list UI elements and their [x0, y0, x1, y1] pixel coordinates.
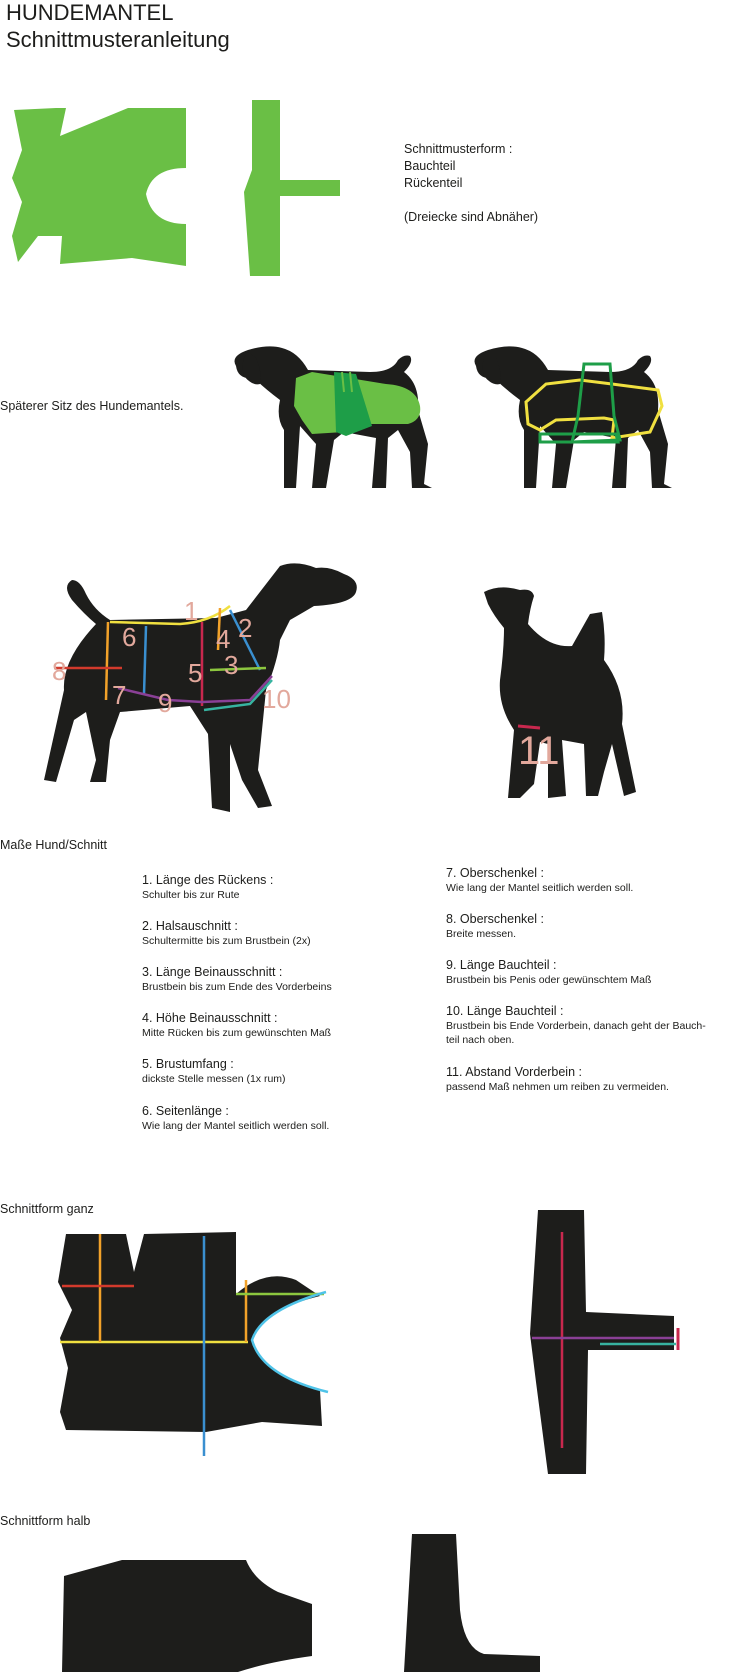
measurement-title: 8. Oberschenkel :	[446, 912, 544, 926]
measure-number-6: 6	[122, 622, 137, 652]
pattern-note: (Dreiecke sind Abnäher)	[404, 210, 539, 224]
measurement-desc: Brustbein bis zum Ende des Vorderbeins	[142, 981, 332, 993]
measurement-desc: dickste Stelle messen (1x rum)	[142, 1073, 286, 1085]
measurement-title: 2. Halsauschnitt :	[142, 919, 238, 933]
measure-number-9: 9	[158, 688, 173, 718]
measurement-desc: Schulter bis zur Rute	[142, 889, 240, 901]
measurement-desc-continued: teil nach oben.	[446, 1034, 515, 1046]
measurement-title: 3. Länge Beinausschnitt :	[142, 965, 283, 979]
measurement-desc: Wie lang der Mantel seitlich werden soll.	[142, 1120, 330, 1132]
measure-number-4: 4	[216, 624, 231, 654]
measure-number-1: 1	[184, 596, 199, 626]
measure-number-10: 10	[262, 684, 291, 714]
page-title: HUNDEMANTEL	[6, 0, 174, 25]
pattern-form-heading: Schnittmusterform :	[404, 142, 513, 156]
measurement-desc: Breite messen.	[446, 928, 517, 940]
measurement-desc: Schultermitte bis zum Brustbein (2x)	[142, 935, 311, 947]
measurement-desc: Brustbein bis Penis oder gewünschtem Maß	[446, 974, 652, 986]
measurement-title: 7. Oberschenkel :	[446, 866, 544, 880]
fit-caption: Späterer Sitz des Hundemantels.	[0, 399, 184, 413]
measurements-heading: Maße Hund/Schnitt	[0, 838, 107, 852]
measure-number-5: 5	[188, 658, 203, 688]
measurement-desc: Mitte Rücken bis zum gewünschten Maß	[142, 1027, 332, 1039]
measurement-title: 5. Brustumfang :	[142, 1057, 234, 1071]
measurement-title: 4. Höhe Beinausschnitt :	[142, 1011, 278, 1025]
measurement-title: 10. Länge Bauchteil :	[446, 1004, 564, 1018]
measure-number-3: 3	[224, 650, 239, 680]
measurement-title: 11. Abstand Vorderbein :	[446, 1065, 582, 1079]
measure-number-11: 11	[518, 729, 560, 773]
pattern-part-back: Rückenteil	[404, 176, 463, 190]
half-belly-piece	[404, 1534, 540, 1672]
measurement-title: 6. Seitenlänge :	[142, 1104, 229, 1118]
half-back-piece	[62, 1560, 312, 1672]
full-form-caption: Schnittform ganz	[0, 1202, 94, 1216]
half-form-caption: Schnittform halb	[0, 1514, 91, 1528]
measurement-desc: Brustbein bis Ende Vorderbein, danach geht der Bauch-	[446, 1020, 706, 1032]
measurement-title: 9. Länge Bauchteil :	[446, 958, 557, 972]
measurement-title: 1. Länge des Rückens :	[142, 873, 274, 887]
pattern-part-belly: Bauchteil	[404, 159, 456, 173]
measure-number-7: 7	[112, 680, 127, 710]
measure-number-2: 2	[238, 613, 253, 643]
measure-number-8: 8	[52, 656, 67, 686]
page-subtitle: Schnittmusteranleitung	[6, 27, 230, 52]
measurement-desc: Wie lang der Mantel seitlich werden soll.	[446, 882, 634, 894]
measurement-desc: passend Maß nehmen um reiben zu vermeiden.	[446, 1081, 669, 1093]
